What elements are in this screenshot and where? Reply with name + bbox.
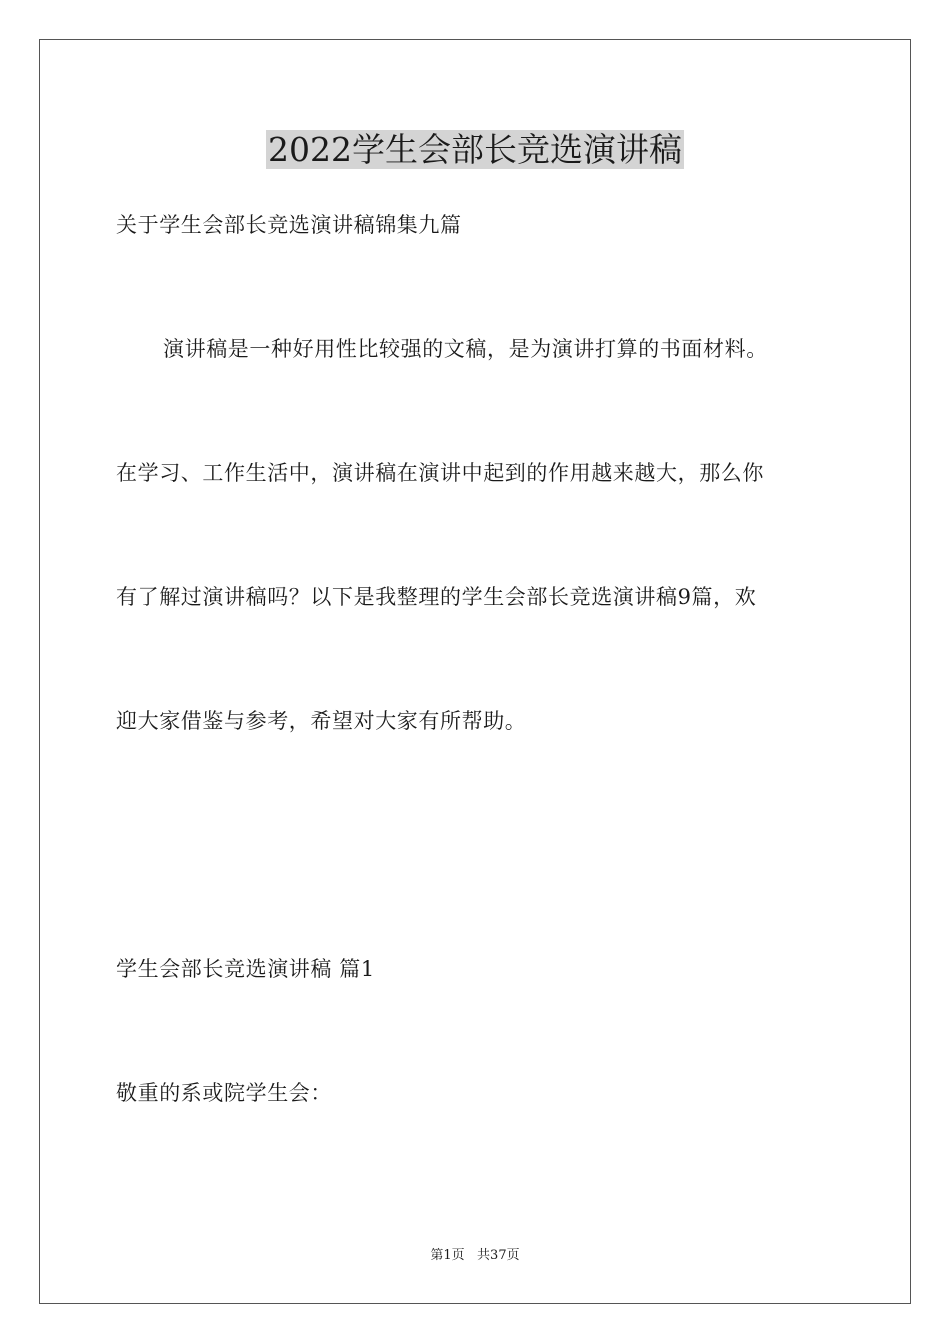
- salutation: 敬重的系或院学生会：: [116, 1081, 332, 1105]
- document-title: [0, 128, 950, 172]
- document-subtitle: 关于学生会部长竞选演讲稿锦集九篇: [116, 213, 462, 237]
- intro-line-1: 演讲稿是一种好用性比较强的文稿，是为演讲打算的书面材料。: [163, 337, 768, 361]
- intro-line-3: 有了解过演讲稿吗？以下是我整理的学生会部长竞选演讲稿9篇，欢: [116, 585, 757, 609]
- page-footer: 第1页 共37页: [430, 1248, 520, 1263]
- intro-line-4: 迎大家借鉴与参考，希望对大家有所帮助。: [116, 709, 527, 733]
- section-heading: 学生会部长竞选演讲稿 篇1: [116, 957, 375, 981]
- intro-line-2: 在学习、工作生活中，演讲稿在演讲中起到的作用越来越大，那么你: [116, 461, 764, 485]
- document-title-text: 2022学生会部长竞选演讲稿: [268, 130, 682, 169]
